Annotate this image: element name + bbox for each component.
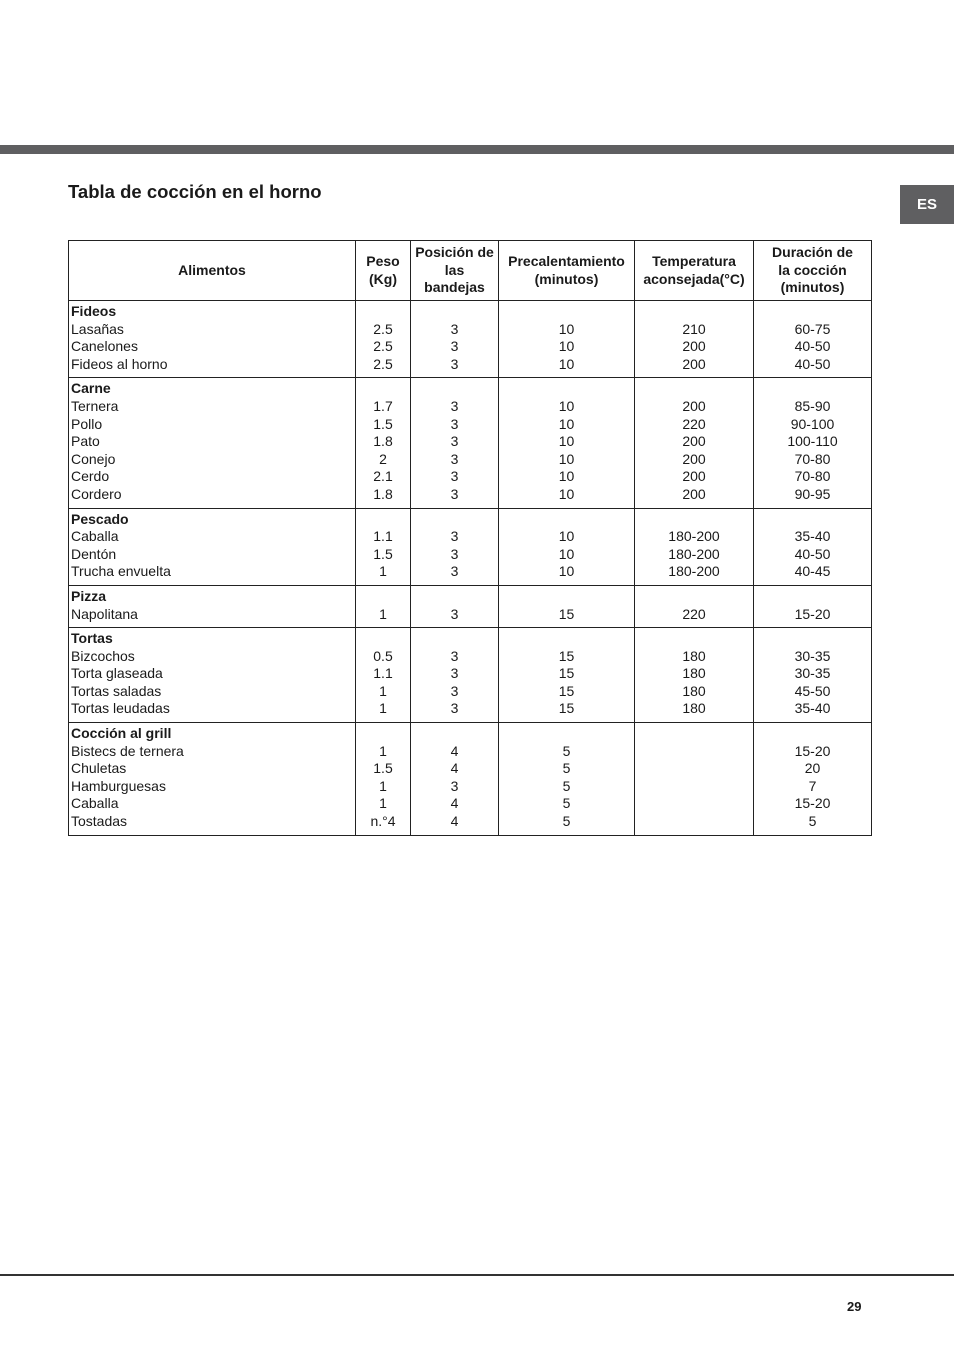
duration-value: 40-50 [794, 545, 831, 562]
category-spacer [754, 588, 871, 606]
weight-value: 1.8 [373, 433, 393, 450]
food-name: Dentón [71, 545, 117, 562]
position-cell [411, 508, 499, 585]
table-row [69, 378, 872, 508]
duration-value: 5 [808, 813, 817, 830]
temperature-value [635, 813, 753, 831]
preheat-value: 15 [558, 665, 575, 682]
duration-cell [754, 723, 872, 836]
food-name: Hamburguesas [71, 777, 166, 794]
position-value: 3 [450, 320, 459, 337]
category-label: Carne [71, 380, 111, 397]
header-posicion [411, 241, 499, 301]
weight-value: 2.5 [373, 338, 393, 355]
position-value: 3 [450, 700, 459, 717]
category-label: Pizza [71, 587, 107, 604]
preheat-value: 10 [558, 355, 575, 372]
table-row [69, 585, 872, 627]
preheat-value: 5 [562, 813, 571, 830]
temperature-value: 200 [682, 355, 706, 372]
position-value: 3 [450, 355, 459, 372]
category-spacer [754, 511, 871, 529]
preheat-value: 10 [558, 433, 575, 450]
header-peso [356, 241, 411, 301]
header-posicion-label: Posición de las bandejas [415, 244, 494, 296]
preheat-value: 15 [558, 647, 575, 664]
position-cell [411, 723, 499, 836]
food-name: Lasañas [71, 320, 124, 337]
temperature-value: 220 [682, 605, 706, 622]
food-name: Fideos al horno [71, 355, 168, 372]
weight-value: 0.5 [373, 647, 393, 664]
temperature-cell [635, 585, 754, 627]
weight-value: 1.1 [373, 665, 393, 682]
category-label: Fideos [71, 303, 117, 319]
table-row [69, 723, 872, 836]
duration-cell [754, 585, 872, 627]
temperature-value: 210 [682, 320, 706, 337]
header-peso-label: Peso (Kg) [366, 253, 400, 287]
temperature-value: 200 [682, 338, 706, 355]
weight-value: 1.7 [373, 397, 393, 414]
category-spacer [411, 380, 498, 398]
temperature-value: 180 [682, 682, 706, 699]
category-spacer [754, 725, 871, 743]
position-value: 3 [450, 415, 459, 432]
food-name: Caballa [71, 528, 119, 545]
header-duracion-label: Duración de la cocción (minutos) [772, 244, 853, 296]
category-spacer [499, 511, 634, 529]
food-name: Ternera [71, 397, 119, 414]
duration-value: 15-20 [794, 605, 831, 622]
duration-value: 40-50 [794, 338, 831, 355]
food-name: Trucha envuelta [71, 563, 171, 580]
food-name: Cerdo [71, 468, 110, 485]
page-number: 29 [847, 1299, 862, 1314]
category-spacer [499, 725, 634, 743]
weight-cell [356, 301, 411, 378]
header-precalentamiento [499, 241, 635, 301]
weight-value: n.°4 [370, 813, 396, 830]
food-name: Tostadas [71, 813, 128, 830]
header-temperatura-label: Temperatura aconsejada(°C) [643, 253, 745, 287]
category-spacer [635, 588, 753, 606]
position-value: 4 [450, 742, 459, 759]
duration-value: 70-80 [794, 450, 831, 467]
duration-cell [754, 508, 872, 585]
category-spacer [635, 511, 753, 529]
table-header-row [69, 241, 872, 301]
table-row [69, 628, 872, 723]
temperature-cell [635, 508, 754, 585]
category-spacer [499, 303, 634, 321]
category-spacer [754, 303, 871, 321]
preheat-value: 15 [558, 605, 575, 622]
duration-value: 100-110 [787, 433, 838, 450]
weight-value: 1 [379, 605, 387, 622]
duration-value: 90-100 [790, 415, 835, 432]
preheat-value: 15 [558, 700, 575, 717]
food-name: Tortas saladas [71, 682, 162, 699]
table-row [69, 301, 872, 378]
temperature-value: 180 [682, 700, 706, 717]
food-cell [69, 508, 356, 585]
preheat-cell [499, 585, 635, 627]
weight-cell [356, 378, 411, 508]
category-spacer [754, 380, 871, 398]
category-spacer [411, 725, 498, 743]
weight-value: 1 [379, 742, 387, 759]
header-duracion [754, 241, 872, 301]
category-label: Pescado [71, 510, 129, 527]
weight-value: 1.5 [373, 545, 393, 562]
weight-value: 2 [379, 450, 387, 467]
position-value: 3 [450, 605, 459, 622]
position-value: 3 [450, 777, 459, 794]
temperature-value: 200 [682, 485, 706, 502]
temperature-value: 180 [682, 647, 706, 664]
weight-value: 1.8 [373, 485, 393, 502]
duration-value: 45-50 [794, 682, 831, 699]
duration-cell [754, 378, 872, 508]
preheat-value: 10 [558, 563, 575, 580]
position-cell [411, 585, 499, 627]
food-name: Conejo [71, 450, 116, 467]
food-name: Chuletas [71, 760, 127, 777]
position-value: 3 [450, 528, 459, 545]
position-value: 3 [450, 665, 459, 682]
duration-value: 30-35 [794, 665, 831, 682]
preheat-value: 5 [562, 742, 571, 759]
temperature-value: 200 [682, 450, 706, 467]
preheat-cell [499, 301, 635, 378]
header-temperatura [635, 241, 754, 301]
food-cell [69, 378, 356, 508]
preheat-cell [499, 378, 635, 508]
temperature-value [635, 760, 753, 778]
temperature-value: 200 [682, 433, 706, 450]
duration-value: 40-45 [794, 563, 831, 580]
category-spacer [356, 630, 410, 648]
page-title: Tabla de cocción en el horno [68, 181, 322, 202]
position-value: 3 [450, 545, 459, 562]
preheat-value: 10 [558, 320, 575, 337]
weight-value: 2.5 [373, 355, 393, 372]
position-value: 3 [450, 682, 459, 699]
food-cell [69, 628, 356, 723]
preheat-value: 5 [562, 760, 571, 777]
category-spacer [411, 630, 498, 648]
weight-value: 1.1 [373, 528, 393, 545]
food-cell [69, 585, 356, 627]
food-name: Bizcochos [71, 647, 135, 664]
duration-value: 40-50 [794, 355, 831, 372]
position-value: 3 [450, 397, 459, 414]
preheat-value: 10 [558, 528, 575, 545]
preheat-value: 5 [562, 777, 571, 794]
position-value: 3 [450, 563, 459, 580]
food-name: Caballa [71, 795, 119, 812]
duration-value: 35-40 [794, 700, 831, 717]
weight-value: 1 [379, 795, 387, 812]
category-spacer [499, 630, 634, 648]
temperature-value: 220 [682, 415, 706, 432]
temperature-value: 180-200 [668, 528, 720, 545]
category-spacer [356, 588, 410, 606]
temperature-value: 180-200 [668, 545, 720, 562]
position-value: 3 [450, 338, 459, 355]
duration-value: 20 [804, 760, 821, 777]
food-cell [69, 723, 356, 836]
food-name: Bistecs de ternera [71, 742, 184, 759]
position-cell [411, 378, 499, 508]
preheat-value: 10 [558, 415, 575, 432]
temperature-value: 180-200 [668, 563, 720, 580]
category-spacer [411, 588, 498, 606]
top-divider-bar [0, 145, 954, 154]
category-spacer [635, 725, 753, 743]
temperature-value [635, 778, 753, 796]
category-spacer [411, 511, 498, 529]
temperature-value: 180 [682, 665, 706, 682]
preheat-value: 10 [558, 450, 575, 467]
category-spacer [356, 303, 410, 321]
preheat-cell [499, 508, 635, 585]
position-value: 4 [450, 795, 459, 812]
preheat-value: 10 [558, 468, 575, 485]
category-spacer [411, 303, 498, 321]
duration-value: 7 [808, 777, 817, 794]
category-spacer [754, 630, 871, 648]
food-cell [69, 301, 356, 378]
header-precalentamiento-label: Precalentamiento (minutos) [508, 253, 625, 287]
temperature-cell [635, 301, 754, 378]
category-spacer [499, 380, 634, 398]
temperature-value [635, 795, 753, 813]
language-tab: ES [900, 185, 954, 224]
duration-value: 15-20 [794, 795, 831, 812]
food-name: Pato [71, 433, 100, 450]
category-spacer [356, 511, 410, 529]
footer-divider [0, 1274, 954, 1276]
temperature-value: 200 [682, 468, 706, 485]
weight-value: 1 [379, 563, 387, 580]
weight-value: 2.5 [373, 320, 393, 337]
preheat-cell [499, 723, 635, 836]
duration-value: 30-35 [794, 647, 831, 664]
food-name: Pollo [71, 415, 103, 432]
temperature-cell [635, 628, 754, 723]
category-spacer [356, 380, 410, 398]
header-alimentos: Alimentos [69, 241, 356, 301]
weight-value: 1 [379, 700, 387, 717]
position-value: 3 [450, 433, 459, 450]
position-cell [411, 301, 499, 378]
preheat-value: 10 [558, 485, 575, 502]
temperature-value: 200 [682, 397, 706, 414]
duration-value: 15-20 [794, 742, 831, 759]
duration-value: 85-90 [794, 397, 831, 414]
table-row [69, 508, 872, 585]
category-label: Cocción al grill [71, 725, 172, 742]
position-value: 3 [450, 485, 459, 502]
weight-value: 1 [379, 777, 387, 794]
category-label: Tortas [71, 630, 113, 647]
duration-cell [754, 628, 872, 723]
position-value: 3 [450, 647, 459, 664]
weight-value: 1 [379, 682, 387, 699]
weight-value: 1.5 [373, 760, 393, 777]
food-name: Torta glaseada [71, 665, 163, 682]
preheat-value: 10 [558, 545, 575, 562]
category-spacer [635, 630, 753, 648]
weight-cell [356, 508, 411, 585]
preheat-cell [499, 628, 635, 723]
duration-cell [754, 301, 872, 378]
category-spacer [356, 725, 410, 743]
duration-value: 35-40 [794, 528, 831, 545]
position-cell [411, 628, 499, 723]
duration-value: 60-75 [794, 320, 831, 337]
food-name: Tortas leudadas [71, 700, 170, 717]
food-name: Cordero [71, 485, 122, 502]
category-spacer [499, 588, 634, 606]
temperature-cell [635, 378, 754, 508]
weight-value: 1.5 [373, 415, 393, 432]
temperature-value [635, 743, 753, 761]
position-value: 4 [450, 813, 459, 830]
food-name: Napolitana [71, 605, 138, 622]
food-name: Canelones [71, 338, 138, 355]
table-body [69, 301, 872, 836]
cooking-table [68, 240, 872, 836]
weight-cell [356, 628, 411, 723]
preheat-value: 5 [562, 795, 571, 812]
position-value: 3 [450, 468, 459, 485]
duration-value: 70-80 [794, 468, 831, 485]
position-value: 3 [450, 450, 459, 467]
preheat-value: 10 [558, 338, 575, 355]
weight-cell [356, 585, 411, 627]
duration-value: 90-95 [794, 485, 831, 502]
temperature-cell [635, 723, 754, 836]
preheat-value: 10 [558, 397, 575, 414]
preheat-value: 15 [558, 682, 575, 699]
position-value: 4 [450, 760, 459, 777]
weight-value: 2.1 [373, 468, 393, 485]
category-spacer [635, 303, 753, 321]
weight-cell [356, 723, 411, 836]
category-spacer [635, 380, 753, 398]
